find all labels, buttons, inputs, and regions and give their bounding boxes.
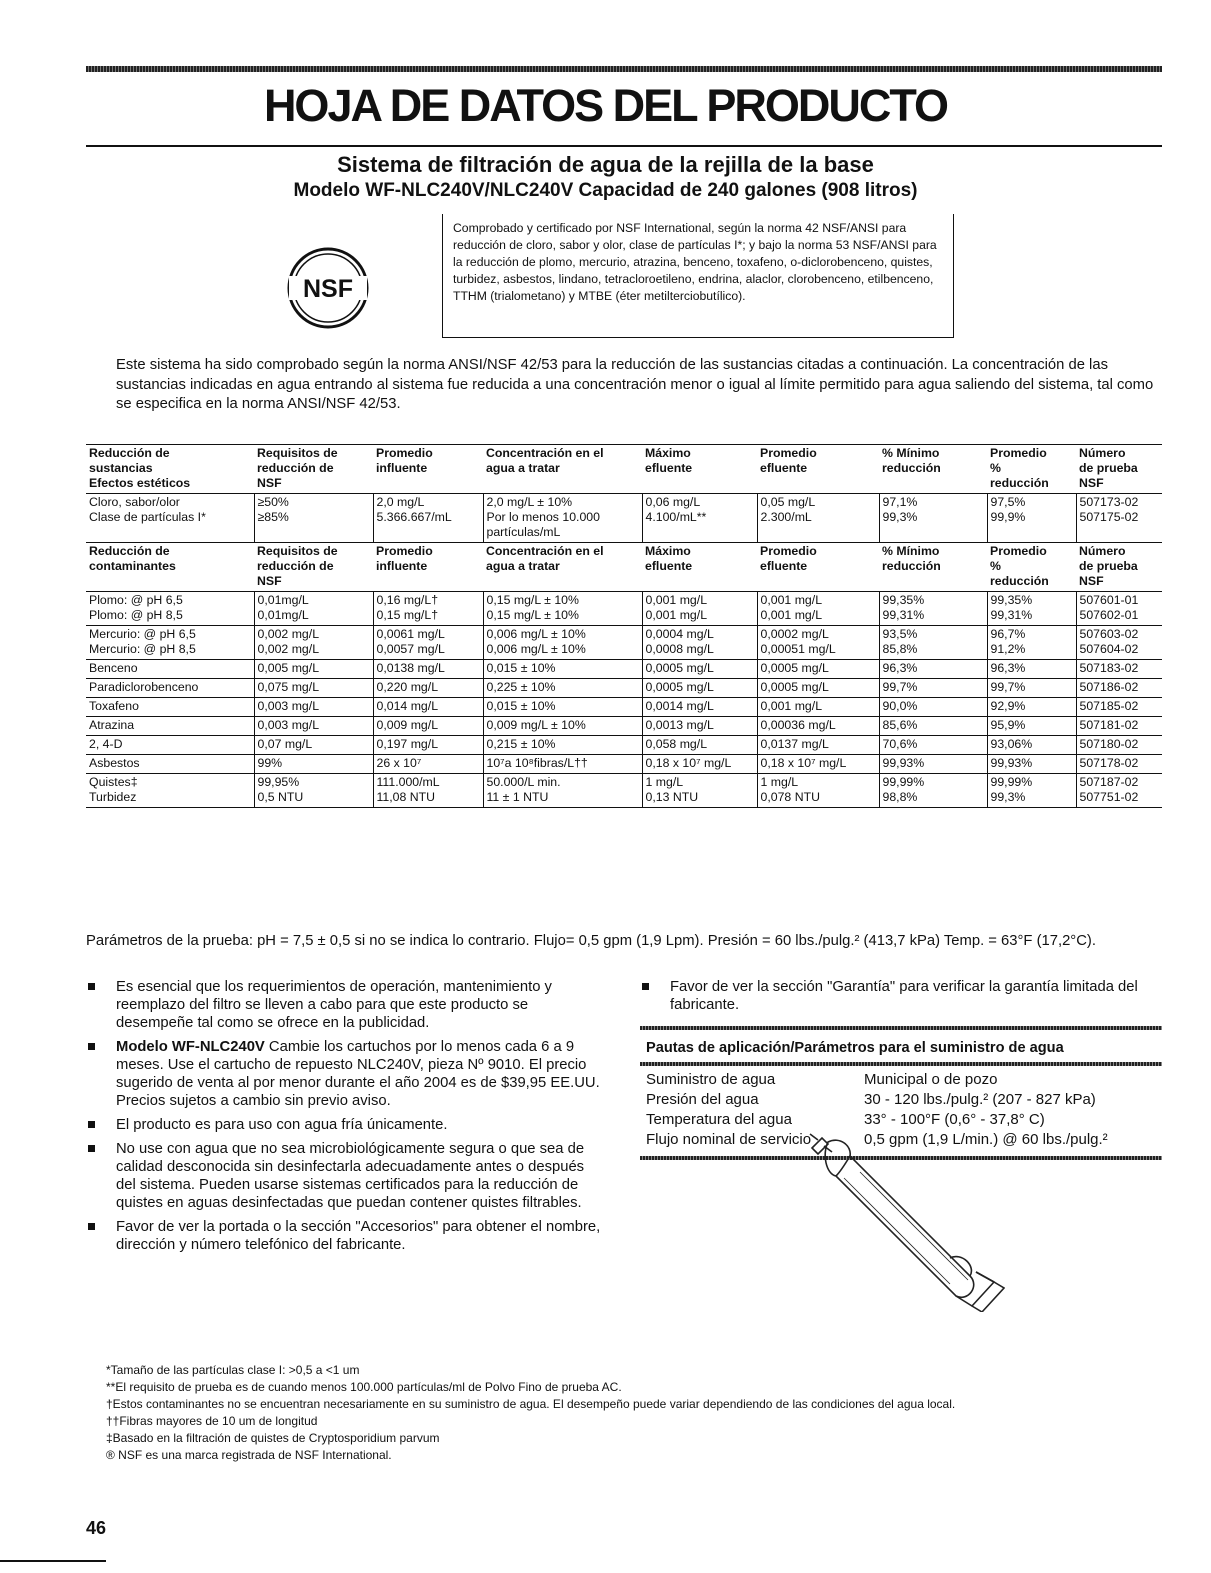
table-cell: 99% [254,755,373,774]
notes-list-left [86,978,606,1260]
footnote: ††Fibras mayores de 10 um de longitud [106,1414,318,1428]
list-item [86,1038,606,1110]
bullet-square-icon [88,983,95,990]
table-cell: 1 mg/L 0,078 NTU [757,774,879,808]
table-cell: 0,0005 mg/L [642,679,757,698]
table-cell: 507601-01 507602-01 [1076,592,1162,626]
list-item [86,978,606,1032]
table-cell: % Mínimo reducción [882,544,941,573]
table-cell: 70,6% [879,736,987,755]
guideline-value: Municipal o de pozo [864,1071,998,1088]
table-cell: 0,07 mg/L [254,736,373,755]
table-row [86,774,1162,808]
bullet-square-icon [88,1223,95,1230]
bullet-square-icon [88,1043,95,1050]
bullet-square-icon [88,1121,95,1128]
table-cell: Benceno [86,660,254,679]
table-cell: 507603-02 507604-02 [1076,626,1162,660]
table-cell: 99,35% 99,31% [987,592,1076,626]
table-cell: 507173-02 507175-02 [1076,494,1162,543]
table-cell: 96,3% [987,660,1076,679]
table-cell: Requisitos de reducción de NSF [257,544,338,588]
table-cell: 99,95% 0,5 NTU [254,774,373,808]
table-cell: 0,0137 mg/L [757,736,879,755]
table-cell: 0,0061 mg/L 0,0057 mg/L [373,626,483,660]
table-cell: 99,99% 98,8% [879,774,987,808]
table-cell: 95,9% [987,717,1076,736]
bullet-text: Cambie los cartuchos por lo menos cada 6 a 9 meses. Use el cartucho de repuesto NLC240V, pieza Nº 9010. El precio sugerido de venta al por menor durante el año 2004 es de $39,95 EE.UU. Precios sujetos a cambio sin previo aviso. [116,1039,600,1109]
table-cell: 92,9% [987,698,1076,717]
table-cell: 0,0005 mg/L [757,679,879,698]
table-cell: 0,01mg/L 0,01mg/L [254,592,373,626]
table-cell: Concentración en el agua a tratar [486,446,604,475]
table-cell: Máximo efluente [645,544,693,573]
table-cell: 0,197 mg/L [373,736,483,755]
table-cell: 26 x 10⁷ [373,755,483,774]
table-cell: 0,001 mg/L [757,698,879,717]
table-cell: Reducción de contaminantes [89,544,176,573]
table-cell: 507178-02 [1076,755,1162,774]
table-cell: 93,5% 85,8% [879,626,987,660]
bottom-rule [0,1560,106,1562]
bullet-text: Favor de ver la portada o la sección "Accesorios" para obtener el nombre, dirección y número telefónico del fabricante. [116,1219,601,1253]
table-row [86,626,1162,660]
table-cell: 0,225 ± 10% [483,679,642,698]
list-item [86,1116,606,1134]
guide-mid-rule [640,1062,1162,1066]
page-number: 46 [86,1518,107,1538]
bullet-bold-lead: Modelo WF-NLC240V [116,1039,265,1055]
footnote: †Estos contaminantes no se encuentran necesariamente en su suministro de agua. El desempeño puede variar dependiendo de las condiciones del agua local. [106,1397,956,1411]
table-cell: 0,220 mg/L [373,679,483,698]
subtitle: Sistema de filtración de agua de la rejilla de la base [337,152,874,177]
table-header-row [86,445,1162,494]
bullet-text: No use con agua que no sea microbiológicamente segura o que sea de calidad desconocida sin desinfectarla adecuadamente antes o después del sistema. Pueden usarse sistemas certificados para la reducción de quistes en aguas desinfectadas que puedan contener quistes filtrables. [116,1141,585,1211]
performance-data-table [86,444,1162,808]
table-cell: 507186-02 [1076,679,1162,698]
table-cell: Promedio % reducción [990,544,1049,588]
footnote: **El requisito de prueba es de cuando menos 100.000 partículas/ml de Polvo Fino de prueba AC. [106,1380,622,1394]
table-cell: 0,0013 mg/L [642,717,757,736]
table-cell: 507180-02 [1076,736,1162,755]
table-row [86,698,1162,717]
table-cell: Concentración en el agua a tratar [486,544,604,573]
table-cell: Número de prueba NSF [1079,446,1138,490]
guideline-value: 33° - 100°F (0,6° - 37,8° C) [864,1111,1045,1128]
table-cell: 0,006 mg/L ± 10% 0,006 mg/L ± 10% [483,626,642,660]
table-row [86,660,1162,679]
intro-paragraph: Este sistema ha sido comprobado según la norma ANSI/NSF 42/53 para la reducción de las sustancias citadas a continuación. La concentración de las sustancias indicadas en agua entrando al sistema fue reducida a una concentración menor o igual al límite permitido para agua saliendo del sistema, tal como se especifica en la norma ANSI/NSF 42/53. [116,357,1154,412]
table-cell: Toxafeno [86,698,254,717]
table-cell: 10⁷a 10⁸fibras/L†† [483,755,642,774]
bullet-square-icon [642,983,649,990]
footnotes [86,1362,1162,1464]
footnote: *Tamaño de las partículas clase I: >0,5 a <1 um [106,1363,360,1377]
table-cell: 111.000/mL 11,08 NTU [373,774,483,808]
list-item [86,1140,606,1212]
guideline-label: Temperatura del agua [646,1111,792,1128]
table-cell: 99,7% [987,679,1076,698]
table-cell: 99,93% [987,755,1076,774]
table-cell: 2,0 mg/L 5.366.667/mL [373,494,483,543]
table-cell: 97,5% 99,9% [987,494,1076,543]
filter-cartridge-illustration [800,1126,1005,1312]
table-cell: 0,014 mg/L [373,698,483,717]
table-cell: 0,003 mg/L [254,717,373,736]
footnote: ‡Basado en la filtración de quistes de Cryptosporidium parvum [106,1431,440,1445]
table-cell: Promedio efluente [760,544,817,573]
guideline-value: 0,5 gpm (1,9 L/min.) @ 60 lbs./pulg.² [864,1131,1108,1148]
table-cell: 0,05 mg/L 2.300/mL [757,494,879,543]
table-cell: 0,215 ± 10% [483,736,642,755]
table-cell: 0,009 mg/L ± 10% [483,717,642,736]
table-cell: 0,002 mg/L 0,002 mg/L [254,626,373,660]
guideline-label: Presión del agua [646,1091,759,1108]
table-cell: 2,0 mg/L ± 10% Por lo menos 10.000 partículas/mL [483,494,642,543]
table-cell: 0,001 mg/L 0,001 mg/L [757,592,879,626]
table-cell: Atrazina [86,717,254,736]
guideline-label: Flujo nominal de servicio [646,1131,812,1148]
model-line: Modelo WF-NLC240V/NLC240V Capacidad de 240 galones (908 litros) [293,180,918,201]
test-parameters: Parámetros de la prueba: pH = 7,5 ± 0,5 si no se indica lo contrario. Flujo= 0,5 gpm (1,9 Lpm). Presión = 60 lbs./pulg.² (413,7 kPa) Temp. = 63°F (17,2°C). [86,933,1096,949]
table-cell: 99,7% [879,679,987,698]
table-cell: ≥50% ≥85% [254,494,373,543]
table-cell: 93,06% [987,736,1076,755]
bullet-text: El producto es para uso con agua fría únicamente. [116,1117,448,1133]
table-cell: 0,0138 mg/L [373,660,483,679]
table-cell: Cloro, sabor/olor Clase de partículas I* [86,494,254,543]
table-cell: 507185-02 [1076,698,1162,717]
table-cell: 99,93% [879,755,987,774]
table-row [86,592,1162,626]
table-cell: 0,0005 mg/L [757,660,879,679]
guide-top-rule [640,1026,1162,1030]
table-cell: 507187-02 507751-02 [1076,774,1162,808]
table-cell: Promedio influente [376,446,433,475]
table-cell: Quistes‡ Turbidez [86,774,254,808]
table-cell: Reducción de sustancias Efectos estéticos [89,446,191,490]
table-cell: 0,075 mg/L [254,679,373,698]
table-cell: 96,7% 91,2% [987,626,1076,660]
list-item [640,978,1162,1014]
table-cell: 0,003 mg/L [254,698,373,717]
table-cell: 99,35% 99,31% [879,592,987,626]
table-cell: 0,015 ± 10% [483,660,642,679]
table-cell: 99,99% 99,3% [987,774,1076,808]
table-cell: 0,0005 mg/L [642,660,757,679]
table-row [86,717,1162,736]
table-cell: 0,015 ± 10% [483,698,642,717]
table-cell: 0,15 mg/L ± 10% 0,15 mg/L ± 10% [483,592,642,626]
guidelines-title: Pautas de aplicación/Parámetros para el suministro de agua [646,1040,1064,1056]
bullet-text: Favor de ver la sección "Garantía" para verificar la garantía limitada del fabricante. [670,979,1138,1013]
bullet-square-icon [88,1145,95,1152]
table-cell: Máximo efluente [645,446,693,475]
table-cell: Plomo: @ pH 6,5 Plomo: @ pH 8,5 [86,592,254,626]
notes-list-right [640,978,1162,1020]
table-cell: 0,005 mg/L [254,660,373,679]
table-row [86,736,1162,755]
table-cell: Requisitos de reducción de NSF [257,446,338,490]
guideline-label: Suministro de agua [646,1071,776,1088]
table-cell: Paradiclorobenceno [86,679,254,698]
table-cell: 1 mg/L 0,13 NTU [642,774,757,808]
table-cell: Mercurio: @ pH 6,5 Mercurio: @ pH 8,5 [86,626,254,660]
table-cell: Número de prueba NSF [1079,544,1138,588]
table-cell: 0,06 mg/L 4.100/mL** [642,494,757,543]
table-header-row [86,543,1162,592]
table-cell: 0,0004 mg/L 0,0008 mg/L [642,626,757,660]
guideline-value: 30 - 120 lbs./pulg.² (207 - 827 kPa) [864,1091,1096,1108]
table-cell: Promedio influente [376,544,433,573]
table-cell: 90,0% [879,698,987,717]
table-cell: Promedio % reducción [990,446,1049,490]
page-title: HOJA DE DATOS DEL PRODUCTO [263,80,948,131]
nsf-logo-icon [286,246,370,330]
table-cell: 507181-02 [1076,717,1162,736]
table-cell: % Mínimo reducción [882,446,941,475]
table-cell: 2, 4-D [86,736,254,755]
table-row [86,755,1162,774]
table-cell: 50.000/L min. 11 ± 1 NTU [483,774,642,808]
table-cell: 0,001 mg/L 0,001 mg/L [642,592,757,626]
table-cell: 507183-02 [1076,660,1162,679]
list-item [86,1218,606,1254]
table-cell: 0,16 mg/L† 0,15 mg/L† [373,592,483,626]
table-cell: 0,058 mg/L [642,736,757,755]
table-cell: 0,0014 mg/L [642,698,757,717]
table-cell: 0,009 mg/L [373,717,483,736]
table-cell: 97,1% 99,3% [879,494,987,543]
table-cell: 96,3% [879,660,987,679]
table-cell: 85,6% [879,717,987,736]
table-cell: Asbestos [86,755,254,774]
table-cell: 0,0002 mg/L 0,00051 mg/L [757,626,879,660]
footnote: ® NSF es una marca registrada de NSF International. [106,1448,392,1462]
table-cell: 0,18 x 10⁷ mg/L [757,755,879,774]
top-rule [86,66,1162,72]
bullet-text: Es esencial que los requerimientos de operación, mantenimiento y reemplazo del filtro se lleven a cabo para que este producto se desempeñe tal como se ofrece en la publicidad. [116,979,552,1031]
table-cell: 0,00036 mg/L [757,717,879,736]
nsf-logo-text: NSF [303,275,353,303]
table-row [86,494,1162,543]
table-row [86,679,1162,698]
table-cell: Promedio efluente [760,446,817,475]
table-cell: 0,18 x 10⁷ mg/L [642,755,757,774]
certification-box: Comprobado y certificado por NSF International, según la norma 42 NSF/ANSI para reducción de cloro, sabor y olor, clase de partículas I*; y bajo la norma 53 NSF/ANSI para la reducción de plomo, mercurio, atrazina, benceno, toxafeno, o-diclorobenceno, quistes, turbidez, asbestos, lindano, tetracloroetileno, endrina, alaclor, clorobenceno, etilbenceno, TTHM (trialometano) y MTBE (éter metilterciobutílico). [442,214,954,338]
title-rule [86,145,1162,147]
